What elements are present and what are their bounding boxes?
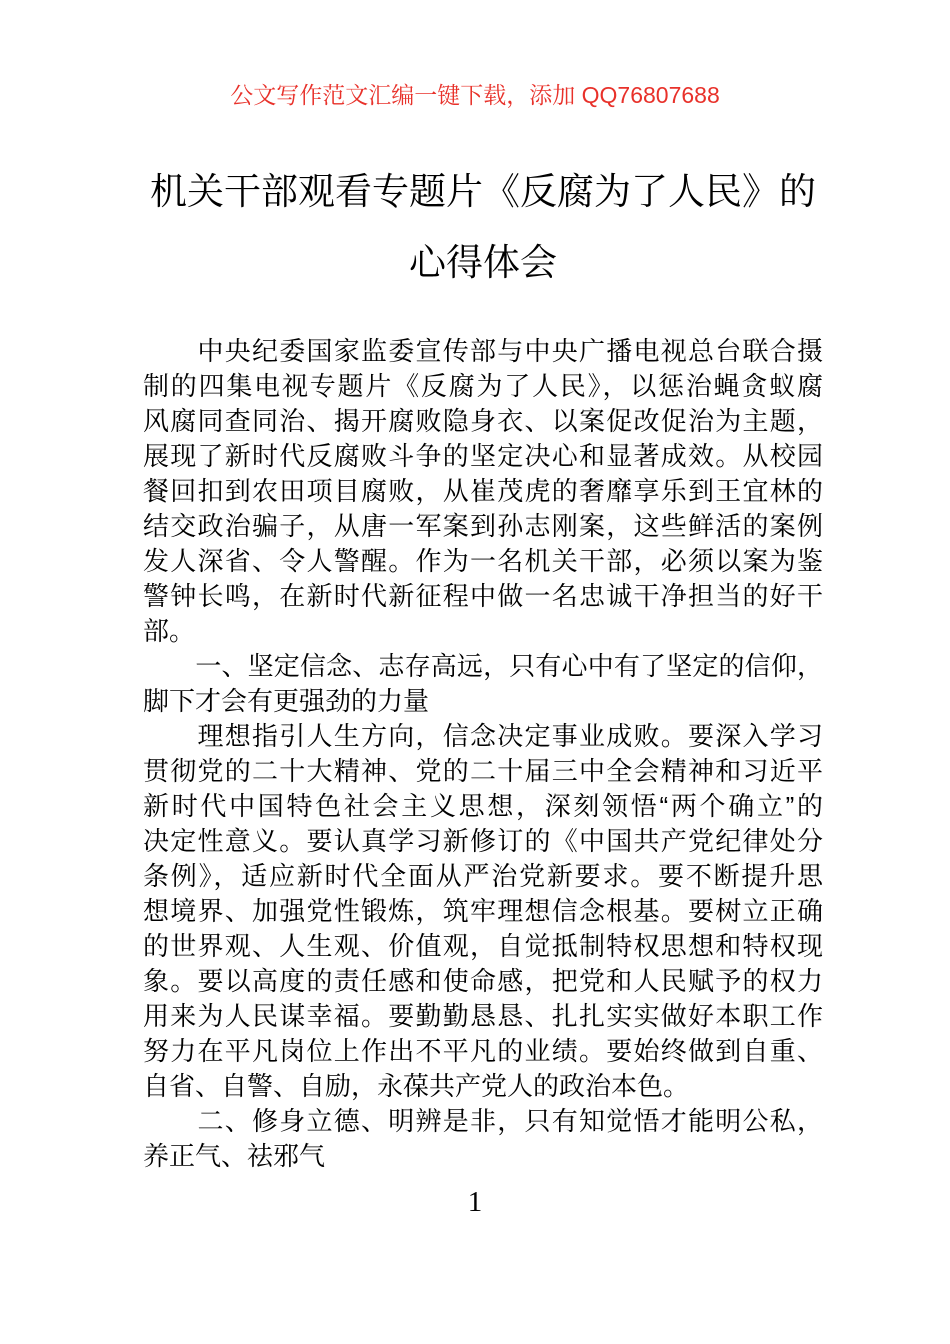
body-paragraph xyxy=(143,334,823,649)
text-line: 想境界、加强党性锻炼，筑牢理想信念根基。要树立正确 xyxy=(143,896,823,926)
text-line: 制的四集电视专题片《反腐为了人民》，以惩治蝇贪蚁腐 xyxy=(143,371,823,401)
page-title xyxy=(143,156,823,298)
text-line: 部。 xyxy=(143,616,196,646)
text-line: 象。要以高度的责任感和使命感，把党和人民赋予的权力 xyxy=(143,966,823,996)
text-line: 二、修身立德、明辨是非，只有知觉悟才能明公私， xyxy=(143,1106,823,1136)
page-number: 1 xyxy=(467,1186,483,1218)
text-line: 中央纪委国家监委宣传部与中央广播电视总台联合摄 xyxy=(143,336,823,366)
text-line: 餐回扣到农田项目腐败，从崔茂虎的奢靡享乐到王宜林的 xyxy=(143,476,823,506)
text-line: 自省、自警、自励，永葆共产党人的政治本色。 xyxy=(143,1071,690,1101)
promo-banner: 公文写作范文汇编一键下载，添加 QQ76807688 xyxy=(230,82,720,108)
text-line: 结交政治骗子，从唐一军案到孙志刚案，这些鲜活的案例 xyxy=(143,511,823,541)
body-paragraph xyxy=(143,649,823,719)
page-title-line-2: 心得体会 xyxy=(409,242,557,283)
document-body xyxy=(143,334,823,1174)
text-line: 条例》，适应新时代全面从严治党新要求。要不断提升思 xyxy=(143,861,823,891)
text-line: 发人深省、令人警醒。作为一名机关干部，必须以案为鉴 xyxy=(143,546,823,576)
body-paragraph xyxy=(143,1104,823,1174)
text-line: 贯彻党的二十大精神、党的二十届三中全会精神和习近平 xyxy=(143,756,823,786)
text-line: 新时代中国特色社会主义思想，深刻领悟“两个确立”的 xyxy=(143,791,823,821)
text-line: 脚下才会有更强劲的力量 xyxy=(143,686,430,716)
text-line: 展现了新时代反腐败斗争的坚定决心和显著成效。从校园 xyxy=(143,441,823,471)
body-paragraph xyxy=(143,719,823,1104)
text-line: 决定性意义。要认真学习新修订的《中国共产党纪律处分 xyxy=(143,826,823,856)
text-line: 养正气、祛邪气 xyxy=(143,1141,326,1171)
text-line: 的世界观、人生观、价值观，自觉抵制特权思想和特权现 xyxy=(143,931,823,961)
text-line: 警钟长鸣，在新时代新征程中做一名忠诚干净担当的好干 xyxy=(143,581,823,611)
page-title-line-1: 机关干部观看专题片《反腐为了人民》的 xyxy=(150,171,816,212)
text-line: 一、坚定信念、志存高远，只有心中有了坚定的信仰， xyxy=(143,651,823,681)
text-line: 理想指引人生方向，信念决定事业成败。要深入学习 xyxy=(143,721,823,751)
text-line: 风腐同查同治、揭开腐败隐身衣、以案促改促治为主题， xyxy=(143,406,823,436)
text-line: 努力在平凡岗位上作出不平凡的业绩。要始终做到自重、 xyxy=(143,1036,823,1066)
text-line: 用来为人民谋幸福。要勤勤恳恳、扎扎实实做好本职工作 xyxy=(143,1001,823,1031)
